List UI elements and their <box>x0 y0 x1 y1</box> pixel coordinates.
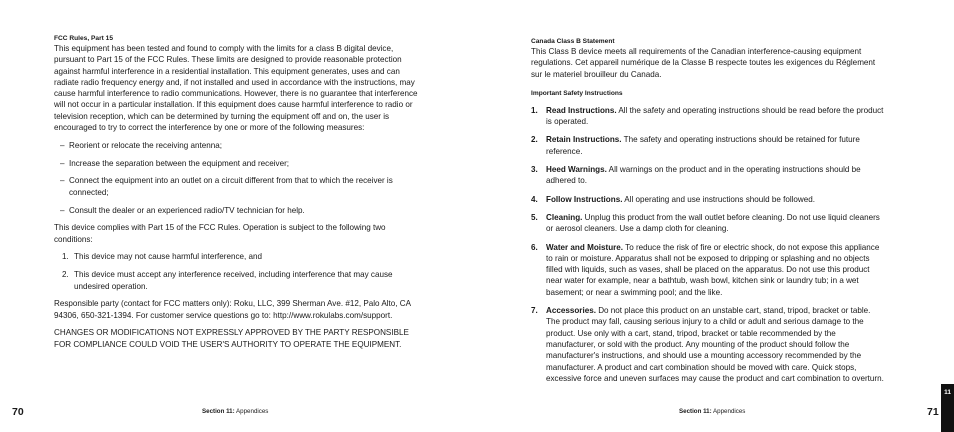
fcc-heading: FCC Rules, Part 15 <box>54 35 113 42</box>
safety-heading: Important Safety Instructions <box>531 89 623 97</box>
safety-item: 1. Read Instructions. All the safety and operating instructions should be read before the product is operated. <box>531 105 884 127</box>
condition-item: 1. This device may not cause harmful interference, and <box>62 252 263 262</box>
condition-item: 2. This device must accept any interference received, including interference that may cause undesired operation. <box>62 270 393 291</box>
compliance-text: This device complies with Part 15 of the FCC Rules. Operation is subject to the following two conditions: <box>54 223 386 244</box>
page-footer: Section 11: Appendices <box>202 408 269 415</box>
measure-item: – Connect the equipment into an outlet on a circuit different from that to which the receiver is connected; <box>60 176 393 197</box>
safety-item: 6. Water and Moisture. To reduce the risk of fire or electric shock, do not expose this appliance to rain or moisture. Apparatus shall not be exposed to dripping or splashing and no objects filled with liquids, such as vases, shall be placed on the apparatus. Do not use this product near water for example, near a bathtub, wash bowl, kitchen sink or laundry tub; in a wet basement; or near a swimming pool; and the like. <box>531 242 880 297</box>
responsible-party: Responsible party (contact for FCC matters only): Roku, LLC, 399 Sherman Ave. #12, Palo Alto, CA 94306, 650-321-1394. For customer service questions go to: http://www.rokulabs.com/support. <box>54 299 411 320</box>
dash-bullet: – <box>60 176 65 186</box>
canada-heading: Canada Class B Statement <box>531 38 615 45</box>
dash-bullet: – <box>60 140 65 150</box>
safety-item: 5. Cleaning. Unplug this product from the wall outlet before cleaning. Do not use liquid cleaners or aerosol cleaners. Use a damp cloth for cleaning. <box>531 212 880 234</box>
dash-bullet: – <box>60 158 65 168</box>
safety-item: 3. Heed Warnings. All warnings on the product and in the operating instructions should be adhered to. <box>531 165 861 186</box>
fcc-section <box>54 34 420 350</box>
measure-item: – Reorient or relocate the receiving antenna; <box>60 140 222 150</box>
fcc-intro: This equipment has been tested and found to comply with the limits for a class B digital device, pursuant to Part 15 of the FCC Rules. These limits are designed to provide reasonable protection against harmful interference in a residential installation. This equipment generates, uses and can radiate radio frequency energy and, if not installed and used in accordance with the instructions, may cause harmful interference to radio communications. However, there is no guarantee that interference will not occur in a particular installation. If this equipment does cause harmful interference to radio or television reception, which can be determined by turning the equipment off and on, the user is encouraged to try to correct the interference by one or more of the following measures: <box>54 44 418 133</box>
changes-warning: CHANGES OR MODIFICATIONS NOT EXPRESSLY APPROVED BY THE PARTY RESPONSIBLE FOR COMPLIANCE COULD VOID THE USER'S AUTHORITY TO OPERATE THE EQUIPMENT. <box>54 328 409 349</box>
page-number: 71 <box>927 406 939 418</box>
page-number: 70 <box>12 406 24 418</box>
page-footer: Section 11: Appendices <box>679 408 746 415</box>
canada-text: This Class B device meets all requirements of the Canadian interference-causing equipment regulations. Cet appareil numérique de la Classe B respecte toutes les exigences du Réglement sur le materiel brouilleur du Canada. <box>531 47 876 79</box>
section-tab-label: 11 <box>944 389 951 396</box>
safety-item: 7. Accessories. Do not place this product on an unstable cart, stand, tripod, bracket or table. The product may fall, causing serious injury to a child or adult and serious damage to the product. Use only with a cart, stand, tripod, bracket or table recommended by the manufacturer, or sold with the product. Any mounting of the product should follow the manufacturer's instructions, and should use a mounting accessory recommended by the manufacturer. A product and cart combination should be moved with care. Quick stops, excessive force and uneven surfaces may cause the product and cart combination to overturn. <box>531 306 884 383</box>
measure-item: – Consult the dealer or an experienced radio/TV technician for help. <box>60 205 305 215</box>
safety-item: 2. Retain Instructions. The safety and operating instructions should be retained for future reference. <box>531 135 860 156</box>
measure-item: – Increase the separation between the equipment and receiver; <box>60 158 290 168</box>
section-tab <box>941 384 954 432</box>
safety-section <box>531 37 885 384</box>
safety-item: 4. Follow Instructions. All operating and use instructions should be followed. <box>531 194 816 204</box>
right-page <box>477 0 954 432</box>
dash-bullet: – <box>60 205 65 215</box>
